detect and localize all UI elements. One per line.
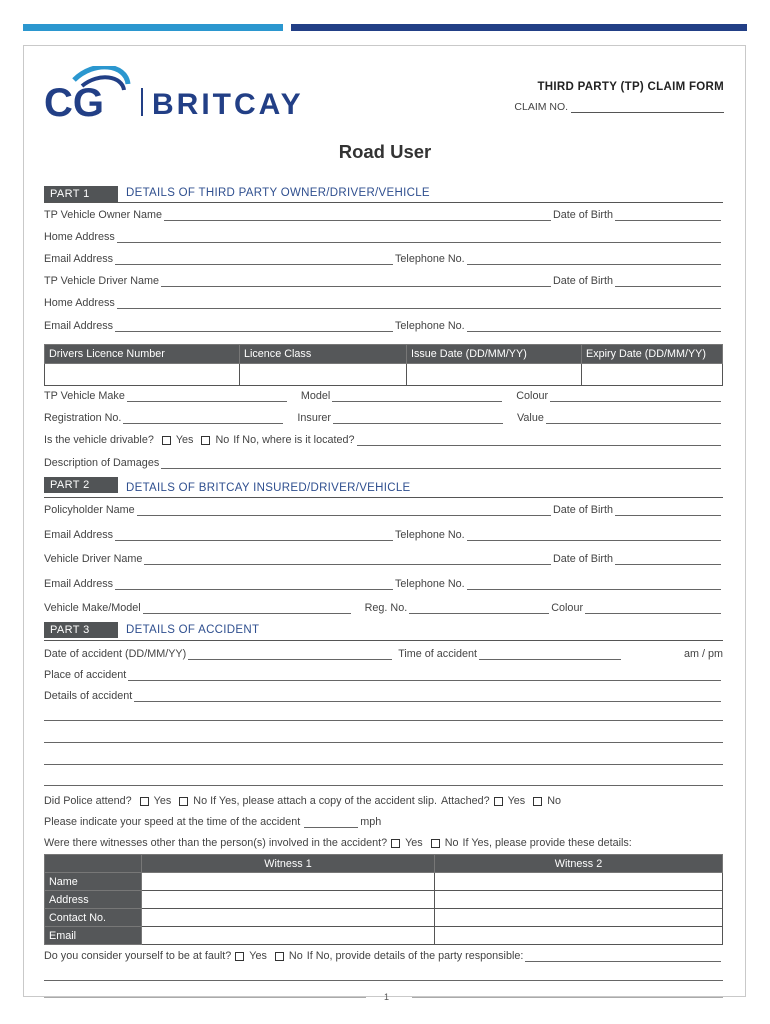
damages-field[interactable] — [161, 458, 721, 469]
accident-time-label: Time of accident — [398, 648, 478, 660]
witness-contact-label: Contact No. — [45, 909, 142, 927]
fault-yes-label: Yes — [249, 950, 267, 962]
police-no-checkbox[interactable] — [179, 797, 188, 806]
tp-registration-field[interactable] — [123, 413, 283, 424]
responsible-party-label: If No, provide details of the party responsible: — [306, 950, 524, 962]
witness-1-contact-cell[interactable] — [142, 909, 435, 927]
tp-vehicle-row — [44, 388, 723, 402]
tp-owner-email-field[interactable] — [115, 254, 393, 265]
tp-driver-email-label: Email Address — [44, 320, 114, 332]
damages-label: Description of Damages — [44, 457, 160, 469]
witness-table-corner — [45, 855, 142, 873]
tp-owner-address-row — [44, 229, 723, 243]
policyholder-email-label: Email Address — [44, 529, 114, 541]
tp-owner-name-label: TP Vehicle Owner Name — [44, 209, 163, 221]
policyholder-phone-label: Telephone No. — [395, 529, 465, 541]
insured-make-model-label: Vehicle Make/Model — [44, 602, 141, 614]
policyholder-dob-field[interactable] — [615, 505, 721, 516]
insured-reg-label: Reg. No. — [364, 602, 408, 614]
drivable-yes-label: Yes — [175, 434, 194, 446]
fault-yes-checkbox[interactable] — [235, 952, 244, 961]
witness-email-label: Email — [45, 927, 142, 945]
logo-brand-text: BRITCAY — [152, 88, 304, 120]
attached-yes-label: Yes — [507, 795, 526, 807]
attached-no-label: No — [547, 795, 562, 807]
fault-row — [44, 948, 723, 962]
accident-details-line[interactable] — [44, 720, 723, 721]
tp-driver-address-label: Home Address — [44, 297, 115, 309]
footer-rule-right — [412, 997, 723, 998]
part3-rule — [44, 640, 723, 641]
tp-colour-field[interactable] — [550, 391, 721, 402]
witness-no-label: No — [444, 837, 459, 849]
speed-field[interactable] — [304, 817, 358, 828]
accident-date-field[interactable] — [188, 649, 392, 660]
tp-colour-label: Colour — [516, 390, 549, 402]
witness-address-label: Address — [45, 891, 142, 909]
tp-damages-row — [44, 455, 723, 469]
insured-driver-contact-row — [44, 576, 723, 590]
police-yes-label: Yes — [153, 795, 172, 807]
witness-2-contact-cell[interactable] — [435, 909, 723, 927]
insured-colour-field[interactable] — [585, 603, 721, 614]
speed-question: Please indicate your speed at the time of the accident — [44, 816, 301, 828]
tp-owner-name-field[interactable] — [164, 210, 551, 221]
tp-driver-name-field[interactable] — [161, 276, 551, 287]
part2-tab: PART 2 — [44, 477, 118, 493]
top-accent-bar-light — [23, 24, 283, 31]
tp-owner-row — [44, 207, 723, 221]
witness-1-name-cell[interactable] — [142, 873, 435, 891]
insured-colour-label: Colour — [551, 602, 584, 614]
accident-details-label: Details of accident — [44, 690, 133, 702]
policyholder-dob-label: Date of Birth — [552, 504, 613, 516]
attached-yes-checkbox[interactable] — [494, 797, 503, 806]
insured-vehicle-row — [44, 600, 723, 614]
issue-date-cell[interactable] — [407, 364, 582, 386]
tp-model-field[interactable] — [332, 391, 502, 402]
part2-rule — [44, 497, 723, 498]
tp-registration-row — [44, 410, 723, 424]
top-accent-bar-dark — [291, 24, 747, 31]
vehicle-location-field[interactable] — [357, 435, 721, 446]
witness-1-header: Witness 1 — [142, 855, 435, 873]
accident-time-field[interactable] — [479, 649, 621, 660]
tp-value-label: Value — [517, 412, 544, 424]
insured-driver-phone-field[interactable] — [467, 579, 721, 590]
document-title: Road User — [338, 141, 432, 162]
policyholder-phone-field[interactable] — [467, 530, 721, 541]
drivable-yes-checkbox[interactable] — [162, 436, 171, 445]
speed-row — [44, 814, 723, 828]
attached-question: Attached? — [440, 795, 490, 807]
mph-label: mph — [360, 816, 382, 828]
page-number: 1 — [384, 992, 390, 1002]
police-row — [44, 793, 723, 807]
drivable-question: Is the vehicle drivable? — [44, 434, 154, 446]
drivable-no-checkbox[interactable] — [201, 436, 210, 445]
insured-driver-dob-label: Date of Birth — [552, 553, 613, 565]
fault-no-label: No — [288, 950, 303, 962]
insured-driver-name-label: Vehicle Driver Name — [44, 553, 143, 565]
part1-title: DETAILS OF THIRD PARTY OWNER/DRIVER/VEHICLE — [126, 187, 430, 199]
accident-place-row — [44, 667, 723, 681]
tp-owner-phone-label: Telephone No. — [395, 253, 465, 265]
witness-note: If Yes, please provide these details: — [462, 837, 632, 849]
logo-cg-text: CG — [44, 81, 104, 120]
expiry-date-cell[interactable] — [582, 364, 723, 386]
accident-date-label: Date of accident (DD/MM/YY) — [44, 648, 187, 660]
tp-driver-contact-row — [44, 318, 723, 332]
policyholder-field[interactable] — [137, 505, 551, 516]
tp-make-field[interactable] — [127, 391, 287, 402]
tp-driver-phone-label: Telephone No. — [395, 320, 465, 332]
witness-question-row — [44, 835, 723, 849]
claim-number-field[interactable] — [514, 101, 724, 113]
accident-details-line[interactable] — [44, 785, 723, 786]
tp-insurer-label: Insurer — [297, 412, 332, 424]
vehicle-location-label: If No, where is it located? — [233, 434, 355, 446]
accident-details-line[interactable] — [44, 742, 723, 743]
responsible-party-line[interactable] — [44, 980, 723, 981]
witness-2-email-cell[interactable] — [435, 927, 723, 945]
licence-class-cell[interactable] — [240, 364, 407, 386]
accident-details-line[interactable] — [44, 764, 723, 765]
fault-question: Do you consider yourself to be at fault? — [44, 950, 232, 962]
tp-driver-name-label: TP Vehicle Driver Name — [44, 275, 160, 287]
insured-driver-row — [44, 551, 723, 565]
witness-2-address-cell[interactable] — [435, 891, 723, 909]
tp-owner-address-label: Home Address — [44, 231, 115, 243]
tp-owner-phone-field[interactable] — [467, 254, 721, 265]
witness-question: Were there witnesses other than the person(s) involved in the accident? — [44, 837, 388, 849]
policyholder-email-field[interactable] — [115, 530, 393, 541]
accident-details-row — [44, 688, 723, 702]
cg-britcay-logo — [44, 66, 334, 120]
footer-rule-left — [44, 997, 366, 998]
insured-driver-email-field[interactable] — [115, 579, 393, 590]
accident-place-field[interactable] — [128, 670, 721, 681]
tp-driver-phone-field[interactable] — [467, 321, 721, 332]
tp-driver-dob-field[interactable] — [615, 276, 721, 287]
part1-tab: PART 1 — [44, 186, 118, 202]
accident-place-label: Place of accident — [44, 669, 127, 681]
accident-details-field[interactable] — [134, 691, 721, 702]
issue-date-header: Issue Date (DD/MM/YY) — [407, 345, 582, 364]
witness-yes-label: Yes — [405, 837, 423, 849]
tp-driver-address-row — [44, 295, 723, 309]
tp-owner-dob-label: Date of Birth — [552, 209, 613, 221]
policyholder-row — [44, 502, 723, 516]
witness-2-header: Witness 2 — [435, 855, 723, 873]
insured-driver-phone-label: Telephone No. — [395, 578, 465, 590]
part3-title: DETAILS OF ACCIDENT — [126, 624, 260, 636]
tp-registration-label: Registration No. — [44, 412, 122, 424]
licence-number-header: Drivers Licence Number — [45, 345, 240, 364]
tp-drivable-row — [44, 432, 723, 446]
insured-driver-email-label: Email Address — [44, 578, 114, 590]
licence-class-header: Licence Class — [240, 345, 407, 364]
attached-no-checkbox[interactable] — [533, 797, 542, 806]
tp-model-label: Model — [300, 390, 331, 402]
licence-number-cell[interactable] — [45, 364, 240, 386]
witness-no-checkbox[interactable] — [431, 839, 440, 848]
tp-value-field[interactable] — [546, 413, 721, 424]
witness-yes-checkbox[interactable] — [391, 839, 400, 848]
policyholder-contact-row — [44, 527, 723, 541]
tp-driver-row — [44, 273, 723, 287]
claim-number-label: CLAIM NO. — [514, 101, 569, 113]
tp-driver-address-field[interactable] — [117, 298, 721, 309]
insured-make-model-field[interactable] — [143, 603, 351, 614]
fault-no-checkbox[interactable] — [275, 952, 284, 961]
witness-2-name-cell[interactable] — [435, 873, 723, 891]
insured-driver-name-field[interactable] — [144, 554, 551, 565]
claim-number-line[interactable] — [571, 102, 724, 113]
police-no-label: No — [193, 795, 208, 807]
witness-table — [44, 854, 723, 945]
witness-1-email-cell[interactable] — [142, 927, 435, 945]
expiry-date-header: Expiry Date (DD/MM/YY) — [582, 345, 723, 364]
tp-insurer-field[interactable] — [333, 413, 503, 424]
responsible-party-field[interactable] — [525, 951, 721, 962]
insured-driver-dob-field[interactable] — [615, 554, 721, 565]
tp-owner-contact-row — [44, 251, 723, 265]
tp-driver-email-field[interactable] — [115, 321, 393, 332]
am-pm-label: am / pm — [684, 648, 723, 660]
drivable-no-label: No — [215, 434, 230, 446]
licence-table — [44, 344, 723, 386]
witness-name-label: Name — [45, 873, 142, 891]
police-question: Did Police attend? — [44, 795, 132, 807]
insured-reg-field[interactable] — [409, 603, 549, 614]
tp-owner-dob-field[interactable] — [615, 210, 721, 221]
form-title: THIRD PARTY (TP) CLAIM FORM — [537, 81, 724, 93]
witness-1-address-cell[interactable] — [142, 891, 435, 909]
police-yes-checkbox[interactable] — [140, 797, 149, 806]
accident-date-row — [44, 646, 723, 660]
tp-owner-email-label: Email Address — [44, 253, 114, 265]
policyholder-label: Policyholder Name — [44, 504, 135, 516]
part2-title: DETAILS OF BRITCAY INSURED/DRIVER/VEHICLE — [126, 482, 411, 494]
tp-make-label: TP Vehicle Make — [44, 390, 125, 402]
tp-owner-address-field[interactable] — [117, 232, 721, 243]
part3-tab: PART 3 — [44, 622, 118, 638]
tp-driver-dob-label: Date of Birth — [552, 275, 613, 287]
part1-rule — [44, 202, 723, 203]
police-note: If Yes, please attach a copy of the accident slip. — [210, 795, 437, 807]
